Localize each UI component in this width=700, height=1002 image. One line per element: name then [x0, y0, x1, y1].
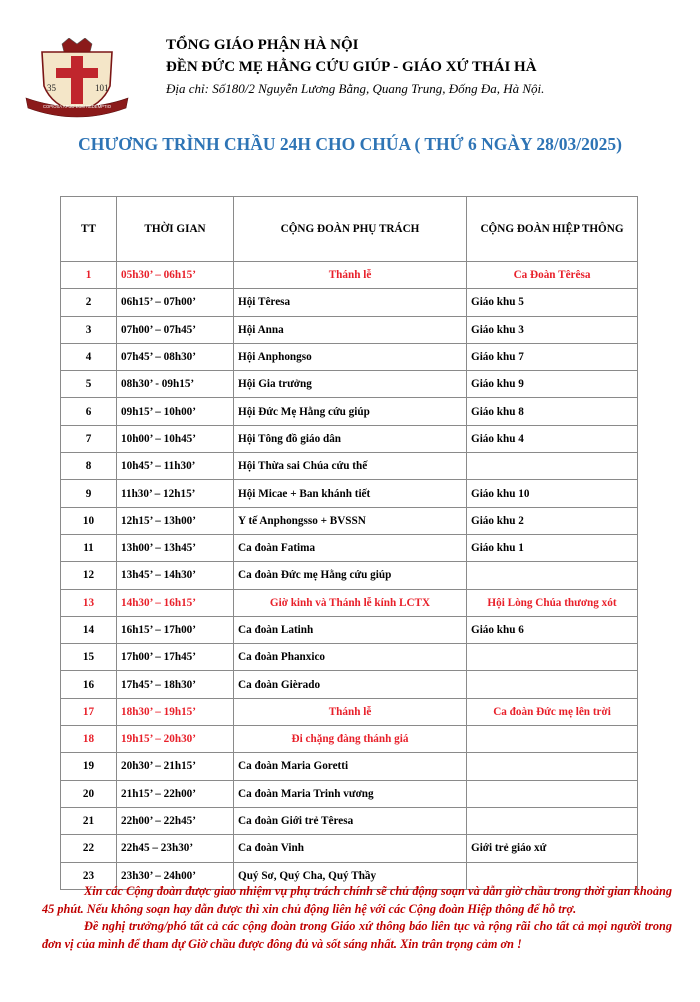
cell-hiep-thong: Giáo khu 2 — [467, 507, 638, 534]
document-header — [22, 28, 682, 118]
cell-cong-doan: Ca đoàn Fatima — [234, 534, 467, 561]
cell-hiep-thong — [467, 644, 638, 671]
cell-cong-doan: Hội Têresa — [234, 289, 467, 316]
cell-cong-doan: Ca đoàn Đức mẹ Hằng cứu giúp — [234, 562, 467, 589]
cell-tt: 17 — [61, 698, 117, 725]
table-row — [61, 425, 638, 452]
note-paragraph-1: Xin các Cộng đoàn được giao nhiệm vụ phụ trách chính sẽ chủ động soạn và dẫn giờ chầu trong thời gian khoảng 45 phút. Nếu không soạn hay dẫn được thì xin chủ động liên hệ với các Cộng đoàn Hiệp thông để hỗ trợ. — [42, 884, 672, 916]
table-row — [61, 453, 638, 480]
col-header-tt: TT — [61, 197, 117, 262]
cell-hiep-thong: Ca đoàn Đức mẹ lên trời — [467, 698, 638, 725]
cell-tt: 16 — [61, 671, 117, 698]
cell-hiep-thong: Giáo khu 5 — [467, 289, 638, 316]
cell-cong-doan: Y tế Anphongsso + BVSSN — [234, 507, 467, 534]
cell-hiep-thong: Giáo khu 9 — [467, 371, 638, 398]
cell-cong-doan: Ca đoàn Gièrado — [234, 671, 467, 698]
cell-cong-doan: Hội Micae + Ban khánh tiết — [234, 480, 467, 507]
cell-tt: 7 — [61, 425, 117, 452]
cell-cong-doan: Hội Đức Mẹ Hằng cứu giúp — [234, 398, 467, 425]
table-row — [61, 835, 638, 862]
table-row — [61, 589, 638, 616]
cell-cong-doan: Thánh lễ — [234, 698, 467, 725]
archdiocese-name: TỔNG GIÁO PHẬN HÀ NỘI — [166, 37, 359, 53]
cell-tt: 11 — [61, 534, 117, 561]
cell-time: 14h30’ – 16h15’ — [117, 589, 234, 616]
cell-time: 13h00’ – 13h45’ — [117, 534, 234, 561]
table-row — [61, 398, 638, 425]
table-row — [61, 371, 638, 398]
cell-cong-doan: Quý Sơ, Quý Cha, Quý Thầy — [234, 862, 467, 889]
cell-tt: 8 — [61, 453, 117, 480]
cell-time: 23h30’ – 24h00’ — [117, 862, 234, 889]
schedule-table-body — [61, 262, 638, 890]
table-row — [61, 316, 638, 343]
cell-tt: 13 — [61, 589, 117, 616]
cell-cong-doan: Ca đoàn Maria Goretti — [234, 753, 467, 780]
cell-time: 19h15’ – 20h30’ — [117, 726, 234, 753]
cell-tt: 23 — [61, 862, 117, 889]
cell-hiep-thong — [467, 453, 638, 480]
cell-hiep-thong — [467, 562, 638, 589]
logo-ribbon-text: COPIOSA APUD EUM REDEMPTIO — [43, 104, 111, 109]
cell-hiep-thong: Giáo khu 7 — [467, 343, 638, 370]
cell-hiep-thong: Giáo khu 4 — [467, 425, 638, 452]
cell-time: 13h45’ – 14h30’ — [117, 562, 234, 589]
table-row — [61, 562, 638, 589]
cell-time: 09h15’ – 10h00’ — [117, 398, 234, 425]
cell-tt: 3 — [61, 316, 117, 343]
cell-time: 17h45’ – 18h30’ — [117, 671, 234, 698]
cell-time: 12h15’ – 13h00’ — [117, 507, 234, 534]
cell-time: 07h45’ – 08h30’ — [117, 343, 234, 370]
cell-cong-doan: Đi chặng đàng thánh giá — [234, 726, 467, 753]
table-row — [61, 480, 638, 507]
cell-hiep-thong: Ca Đoàn Têrêsa — [467, 262, 638, 289]
table-row — [61, 616, 638, 643]
table-row — [61, 534, 638, 561]
svg-text:35: 35 — [47, 83, 56, 93]
cell-hiep-thong — [467, 671, 638, 698]
cell-hiep-thong: Giáo khu 10 — [467, 480, 638, 507]
table-row — [61, 807, 638, 834]
cell-time: 17h00’ – 17h45’ — [117, 644, 234, 671]
parish-name: ĐỀN ĐỨC MẸ HẰNG CỨU GIÚP - GIÁO XỨ THÁI HÀ — [166, 59, 537, 75]
cell-time: 16h15’ – 17h00’ — [117, 616, 234, 643]
cell-time: 10h00’ – 10h45’ — [117, 425, 234, 452]
cell-tt: 21 — [61, 807, 117, 834]
cell-time: 11h30’ – 12h15’ — [117, 480, 234, 507]
svg-text:101: 101 — [95, 83, 109, 93]
cell-cong-doan: Hội Gia trưởng — [234, 371, 467, 398]
cell-tt: 12 — [61, 562, 117, 589]
cell-time: 08h30’ - 09h15’ — [117, 371, 234, 398]
table-row — [61, 753, 638, 780]
footer-notes — [42, 883, 672, 953]
table-row — [61, 698, 638, 725]
schedule-table — [60, 196, 638, 890]
cell-hiep-thong: Giáo khu 1 — [467, 534, 638, 561]
col-header-cong-doan: CỘNG ĐOÀN PHỤ TRÁCH — [234, 197, 467, 262]
parish-crest-logo — [22, 38, 132, 118]
cell-cong-doan: Hội Thừa sai Chúa cứu thế — [234, 453, 467, 480]
cell-cong-doan: Hội Tông đồ giáo dân — [234, 425, 467, 452]
table-row — [61, 507, 638, 534]
cell-hiep-thong: Hội Lòng Chúa thương xót — [467, 589, 638, 616]
cell-hiep-thong — [467, 753, 638, 780]
cell-time: 07h00’ – 07h45’ — [117, 316, 234, 343]
col-header-time: THỜI GIAN — [117, 197, 234, 262]
cell-tt: 22 — [61, 835, 117, 862]
cell-time: 22h00’ – 22h45’ — [117, 807, 234, 834]
cell-tt: 14 — [61, 616, 117, 643]
cell-cong-doan: Hội Anna — [234, 316, 467, 343]
cell-cong-doan: Ca đoàn Maria Trinh vương — [234, 780, 467, 807]
cell-hiep-thong: Giới trẻ giáo xứ — [467, 835, 638, 862]
table-row — [61, 262, 638, 289]
cell-time: 18h30’ – 19h15’ — [117, 698, 234, 725]
cell-tt: 20 — [61, 780, 117, 807]
table-row — [61, 726, 638, 753]
table-row — [61, 343, 638, 370]
schedule-title: CHƯƠNG TRÌNH CHẦU 24H CHO CHÚA ( THỨ 6 NGÀY 28/03/2025) — [78, 134, 622, 154]
table-row — [61, 289, 638, 316]
cell-hiep-thong — [467, 726, 638, 753]
table-row — [61, 780, 638, 807]
col-header-hiep-thong: CỘNG ĐOÀN HIỆP THÔNG — [467, 197, 638, 262]
cell-tt: 19 — [61, 753, 117, 780]
cell-tt: 4 — [61, 343, 117, 370]
cell-tt: 10 — [61, 507, 117, 534]
cell-tt: 6 — [61, 398, 117, 425]
cell-hiep-thong: Giáo khu 3 — [467, 316, 638, 343]
parish-address: Địa chỉ: Số180/2 Nguyễn Lương Bằng, Quang Trung, Đống Đa, Hà Nội. — [166, 81, 545, 96]
cell-tt: 1 — [61, 262, 117, 289]
cell-cong-doan: Giờ kinh và Thánh lễ kính LCTX — [234, 589, 467, 616]
cell-hiep-thong — [467, 780, 638, 807]
cell-tt: 18 — [61, 726, 117, 753]
note-paragraph-2: Đề nghị trưởng/phó tất cả các cộng đoàn trong Giáo xứ thông báo liên tục và rộng rãi cho tất cả mọi người trong đơn vị của mình để tham dự Giờ chầu được đông đủ và sốt sáng nhất. Xin trân trọng cảm ơn ! — [42, 919, 672, 951]
cell-cong-doan: Ca đoàn Latinh — [234, 616, 467, 643]
cell-cong-doan: Hội Anphongso — [234, 343, 467, 370]
table-header-row — [61, 197, 638, 262]
cell-time: 10h45’ – 11h30’ — [117, 453, 234, 480]
cell-time: 20h30’ – 21h15’ — [117, 753, 234, 780]
cell-cong-doan: Ca đoàn Vinh — [234, 835, 467, 862]
cell-time: 05h30’ – 06h15’ — [117, 262, 234, 289]
cell-cong-doan: Ca đoàn Phanxico — [234, 644, 467, 671]
cell-tt: 5 — [61, 371, 117, 398]
cell-hiep-thong: Giáo khu 8 — [467, 398, 638, 425]
cell-tt: 2 — [61, 289, 117, 316]
cell-time: 22h45 – 23h30’ — [117, 835, 234, 862]
cell-cong-doan: Thánh lễ — [234, 262, 467, 289]
cell-time: 21h15’ – 22h00’ — [117, 780, 234, 807]
cell-hiep-thong: Giáo khu 6 — [467, 616, 638, 643]
table-row — [61, 644, 638, 671]
table-row — [61, 671, 638, 698]
cell-hiep-thong — [467, 807, 638, 834]
cell-tt: 9 — [61, 480, 117, 507]
cell-tt: 15 — [61, 644, 117, 671]
cell-time: 06h15’ – 07h00’ — [117, 289, 234, 316]
cell-cong-doan: Ca đoàn Giới trẻ Têresa — [234, 807, 467, 834]
